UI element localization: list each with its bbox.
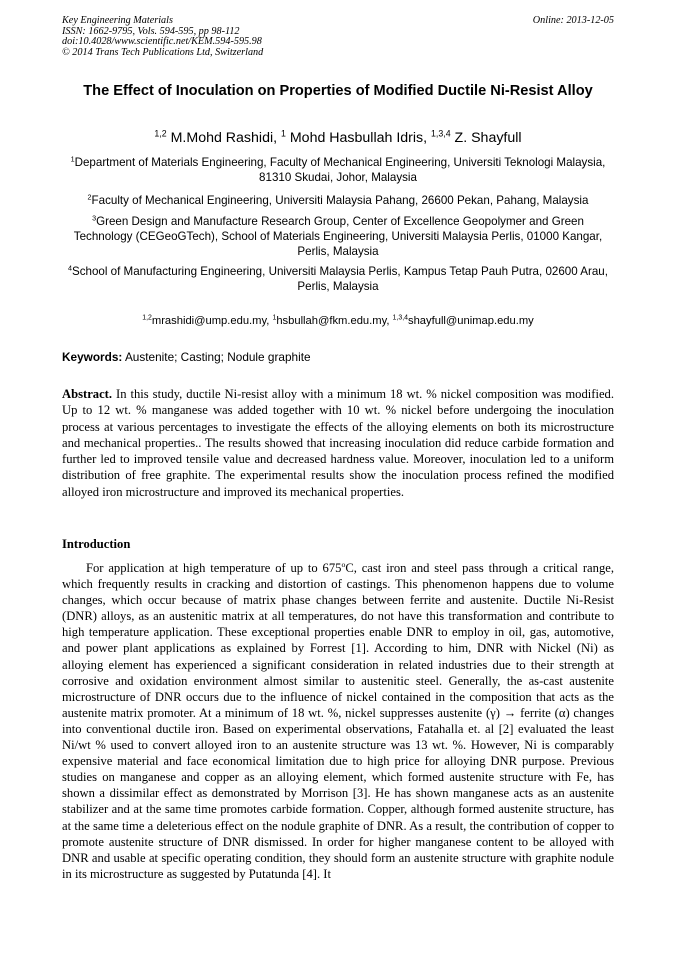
section-heading-introduction: Introduction <box>62 537 131 551</box>
degree-superscript: o <box>341 560 346 570</box>
author-affiliation-marker: 1,2 <box>154 128 167 139</box>
abstract-label: Abstract. <box>62 387 113 401</box>
author-name: Mohd Hasbullah Idris, <box>289 130 432 146</box>
introduction-body <box>62 560 614 882</box>
email-address: hsbullah@fkm.edu.my, <box>276 315 393 327</box>
journal-doi: doi:10.4028/www.scientific.net/KEM.594-595.98 <box>62 36 262 48</box>
affiliation-marker: 3 <box>92 213 97 223</box>
affiliation-text: Faculty of Mechanical Engineering, Universiti Malaysia Pahang, 26600 Pekan, Pahang, Malaysia <box>91 194 589 207</box>
author-affiliation-marker: 1 <box>281 128 286 139</box>
journal-name: Key Engineering Materials <box>62 15 173 26</box>
paragraph-text: For application at high temperature of up to 675 <box>86 561 342 575</box>
paragraph <box>62 560 614 882</box>
journal-header <box>62 16 614 58</box>
author-name: Z. Shayfull <box>454 130 522 146</box>
author-list <box>62 129 614 147</box>
keywords-text: Austenite; Casting; Nodule graphite <box>122 350 311 364</box>
paper-title: The Effect of Inoculation on Properties of Modified Ductile Ni-Resist Alloy <box>83 83 593 99</box>
affiliation <box>62 155 614 185</box>
affiliation-marker: 4 <box>68 263 72 273</box>
affiliation <box>62 264 614 294</box>
paragraph-text: C, cast iron and steel pass through a critical range, which frequently results in cracking and distortion of castings. This phenomenon happens due to volume changes, which occur because of matrix phase changes between ferrite and austenite. Ductile Ni-Resist (DNR) alloys, as an austenitic matrix at all temperatures, do not have this transformation and contribute to high temperature application. These exceptional properties enable DNR to employ in oil, gas, automotive, and power plant applications as explained by Forrest [1]. According to him, DNR with Nickel (Ni) as alloying element has experienced a significant consideration in related industries due to their strength at corrosive and oxidation environment almost similar to austenitic steel. Generally, the as-cast austenite microstructure of DNR occurs due to the influence of nickel contained in the composition that acts as the austenite matrix promoter. At a minimum of 18 wt. %, nickel suppresses austenite (γ) → ferrite (α) changes into conventional ductile iron. Based on experimental observations, Fatahalla et. al [2] evaluated the least Ni/wt % used to convert alloyed iron to an austenite structure was 13 wt. %. However, Ni is comparably expensive material and face economical limitation due to high price for alloying DNR purpose. Previous studies on manganese and copper as an alloying element, which formed austenite structure with Fe, has shown a dissimilar effect as demonstrated by Morrison [3]. He has shown manganese acts as an austenite stabilizer and at the same time promotes carbide formation. Copper, although formed austenite structure, has at the same time a deleterious effect on the nodule graphite of DNR. As a result, the contribution of copper to promote austenite structure of DNR dismissed. In order for higher manganese content to be alloyed with DNR and usable at specific operating condition, they should form an austenite structure with graphite nodule in its microstructure as suggested by Putatunda [4]. It <box>62 561 614 881</box>
email-marker: 1,3,4 <box>392 314 408 322</box>
journal-copyright: © 2014 Trans Tech Publications Ltd, Switzerland <box>62 46 264 58</box>
journal-info <box>62 16 614 58</box>
email-marker: 1,2 <box>142 314 152 322</box>
author-affiliation-marker: 1,3,4 <box>431 128 451 139</box>
affiliation-text: School of Manufacturing Engineering, Universiti Malaysia Perlis, Kampus Tetap Pauh Putra, 02600 Arau, Perlis, Malaysia <box>72 265 608 293</box>
affiliation-text: Department of Materials Engineering, Faculty of Mechanical Engineering, Universiti Teknologi Malaysia, 81310 Skudai, Johor, Malaysia <box>74 156 606 184</box>
online-date: Online: 2013-12-05 <box>532 15 614 26</box>
keywords <box>62 349 614 365</box>
affiliation <box>62 214 614 259</box>
affiliation <box>62 193 614 208</box>
affiliation-marker: 1 <box>70 154 75 164</box>
author-name: M.Mohd Rashidi, <box>170 130 281 146</box>
email-address: shayfull@unimap.edu.my <box>407 315 534 327</box>
abstract-text: In this study, ductile Ni-resist alloy with a minimum 18 wt. % nickel composition was modified. Up to 12 wt. % manganese was added together with 10 wt. % nickel before undergoing the inoculation process at various percentages to investigate the effects of the alloying elements on both its microstructure and mechanical properties.. The results showed that increasing inoculation did reduce carbide formation and further led to improved tensile value and decreased hardness value. Moreover, inoculation led to a uniform distribution of free graphite. The experimental results show the inoculation process refined the modified alloyed iron microstructure and improved its mechanical properties. <box>62 387 614 499</box>
author-emails <box>62 314 614 329</box>
email-address: mrashidi@ump.edu.my, <box>151 315 273 327</box>
abstract <box>62 386 614 500</box>
email-marker: 1 <box>272 314 277 322</box>
keywords-label: Keywords: <box>62 350 123 364</box>
affiliation-text: Green Design and Manufacture Research Group, Center of Excellence Geopolymer and Green Technology (CEGeoGTech), School of Materials Engineering, Universiti Malaysia Perlis, 01000 Kangar, Perlis, Malaysia <box>73 215 603 258</box>
affiliation-marker: 2 <box>87 192 92 202</box>
journal-issn: ISSN: 1662-9795, Vols. 594-595, pp 98-112 <box>62 25 240 37</box>
